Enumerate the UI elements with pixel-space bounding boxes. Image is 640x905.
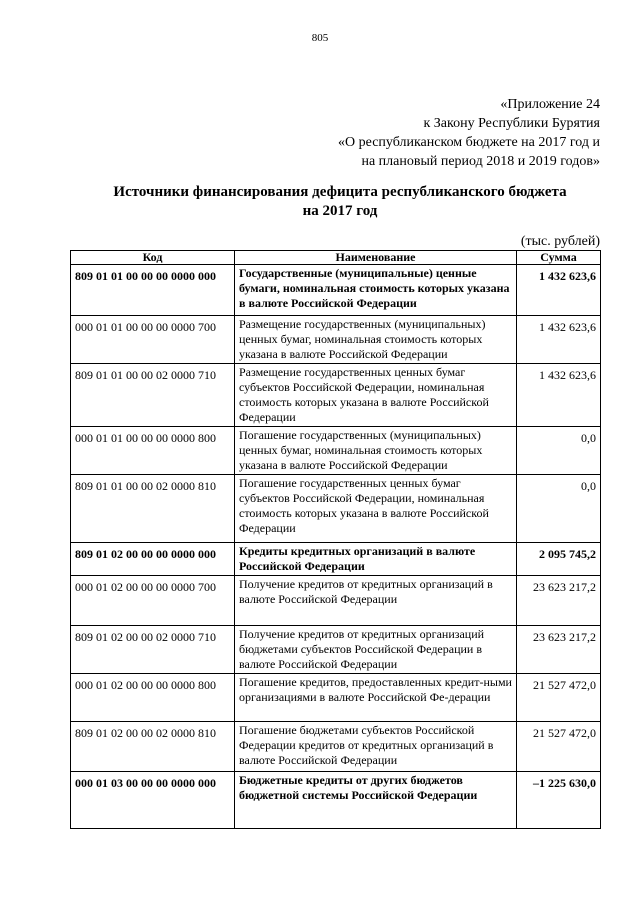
title-line-2: на 2017 год bbox=[302, 203, 378, 219]
row-name: Размещение государственных ценных бумаг субъектов Российской Федерации, номинальная стоимость которых указана в валюте Российской Федерации bbox=[235, 364, 517, 427]
row-code: 000 01 01 00 00 00 0000 800 bbox=[71, 427, 235, 475]
row-code: 000 01 02 00 00 00 0000 800 bbox=[71, 674, 235, 722]
title-line-1: Источники финансирования дефицита республиканского бюджета bbox=[113, 184, 567, 200]
page-number: 805 bbox=[311, 32, 329, 44]
row-code: 000 01 02 00 00 00 0000 700 bbox=[71, 576, 235, 626]
appendix-line-3: «О республиканском бюджете на 2017 год и bbox=[338, 135, 600, 150]
unit-label: (тыс. рублей) bbox=[520, 234, 600, 249]
column-header-name: Наименование bbox=[235, 251, 517, 265]
table-row bbox=[71, 626, 601, 674]
row-code: 809 01 02 00 00 02 0000 810 bbox=[71, 722, 235, 772]
row-name: Погашение государственных ценных бумаг субъектов Российской Федерации, номинальная стоимость которых указана в валюте Российской Федерации bbox=[235, 475, 517, 543]
row-code: 809 01 01 00 00 02 0000 710 bbox=[71, 364, 235, 427]
table-row bbox=[71, 576, 601, 626]
row-code: 809 01 01 00 00 02 0000 810 bbox=[71, 475, 235, 543]
table-row bbox=[71, 316, 601, 364]
table-row bbox=[71, 265, 601, 316]
table-row bbox=[71, 772, 601, 829]
table-row bbox=[71, 427, 601, 475]
row-name: Кредиты кредитных организаций в валюте Российской Федерации bbox=[235, 543, 517, 576]
row-sum: 1 432 623,6 bbox=[517, 364, 601, 427]
table-row bbox=[71, 674, 601, 722]
row-name: Погашение бюджетами субъектов Российской Федерации кредитов от кредитных организаций в валюте Российской Федерации bbox=[235, 722, 517, 772]
row-name: Погашение государственных (муниципальных) ценных бумаг, номинальная стоимость которых указана в валюте Российской Федерации bbox=[235, 427, 517, 475]
row-name: Получение кредитов от кредитных организаций бюджетами субъектов Российской Федерации в валюте Российской Федерации bbox=[235, 626, 517, 674]
column-header-sum: Сумма bbox=[517, 251, 601, 265]
row-sum: 0,0 bbox=[517, 427, 601, 475]
appendix-line-2: к Закону Республики Бурятия bbox=[423, 116, 600, 131]
row-name: Размещение государственных (муниципальных) ценных бумаг, номинальная стоимость которых указана в валюте Российской Федерации bbox=[235, 316, 517, 364]
row-sum: –1 225 630,0 bbox=[517, 772, 601, 829]
row-name: Государственные (муниципальные) ценные бумаги, номинальная стоимость которых указана в валюте Российской Федерации bbox=[235, 265, 517, 316]
row-code: 000 01 01 00 00 00 0000 700 bbox=[71, 316, 235, 364]
row-sum: 0,0 bbox=[517, 475, 601, 543]
appendix-header bbox=[338, 95, 600, 171]
row-sum: 1 432 623,6 bbox=[517, 316, 601, 364]
table-header-row bbox=[71, 251, 601, 265]
table-row bbox=[71, 722, 601, 772]
table-row bbox=[71, 364, 601, 427]
table-row bbox=[71, 475, 601, 543]
row-sum: 2 095 745,2 bbox=[517, 543, 601, 576]
row-sum: 1 432 623,6 bbox=[517, 265, 601, 316]
row-sum: 23 623 217,2 bbox=[517, 626, 601, 674]
row-sum: 21 527 472,0 bbox=[517, 674, 601, 722]
row-sum: 21 527 472,0 bbox=[517, 722, 601, 772]
financing-table bbox=[70, 250, 601, 829]
appendix-line-4: на плановый период 2018 и 2019 годов» bbox=[361, 154, 600, 169]
row-name: Бюджетные кредиты от других бюджетов бюджетной системы Российской Федерации bbox=[235, 772, 517, 829]
column-header-code: Код bbox=[71, 251, 235, 265]
row-name: Погашение кредитов, предоставленных кредит-ными организациями в валюте Российской Фе-дерации bbox=[235, 674, 517, 722]
row-code: 809 01 02 00 00 02 0000 710 bbox=[71, 626, 235, 674]
appendix-line-1: «Приложение 24 bbox=[500, 97, 600, 112]
row-code: 809 01 02 00 00 00 0000 000 bbox=[71, 543, 235, 576]
table-row bbox=[71, 543, 601, 576]
row-code: 809 01 01 00 00 00 0000 000 bbox=[71, 265, 235, 316]
row-code: 000 01 03 00 00 00 0000 000 bbox=[71, 772, 235, 829]
row-name: Получение кредитов от кредитных организаций в валюте Российской Федерации bbox=[235, 576, 517, 626]
document-title bbox=[80, 183, 600, 221]
row-sum: 23 623 217,2 bbox=[517, 576, 601, 626]
